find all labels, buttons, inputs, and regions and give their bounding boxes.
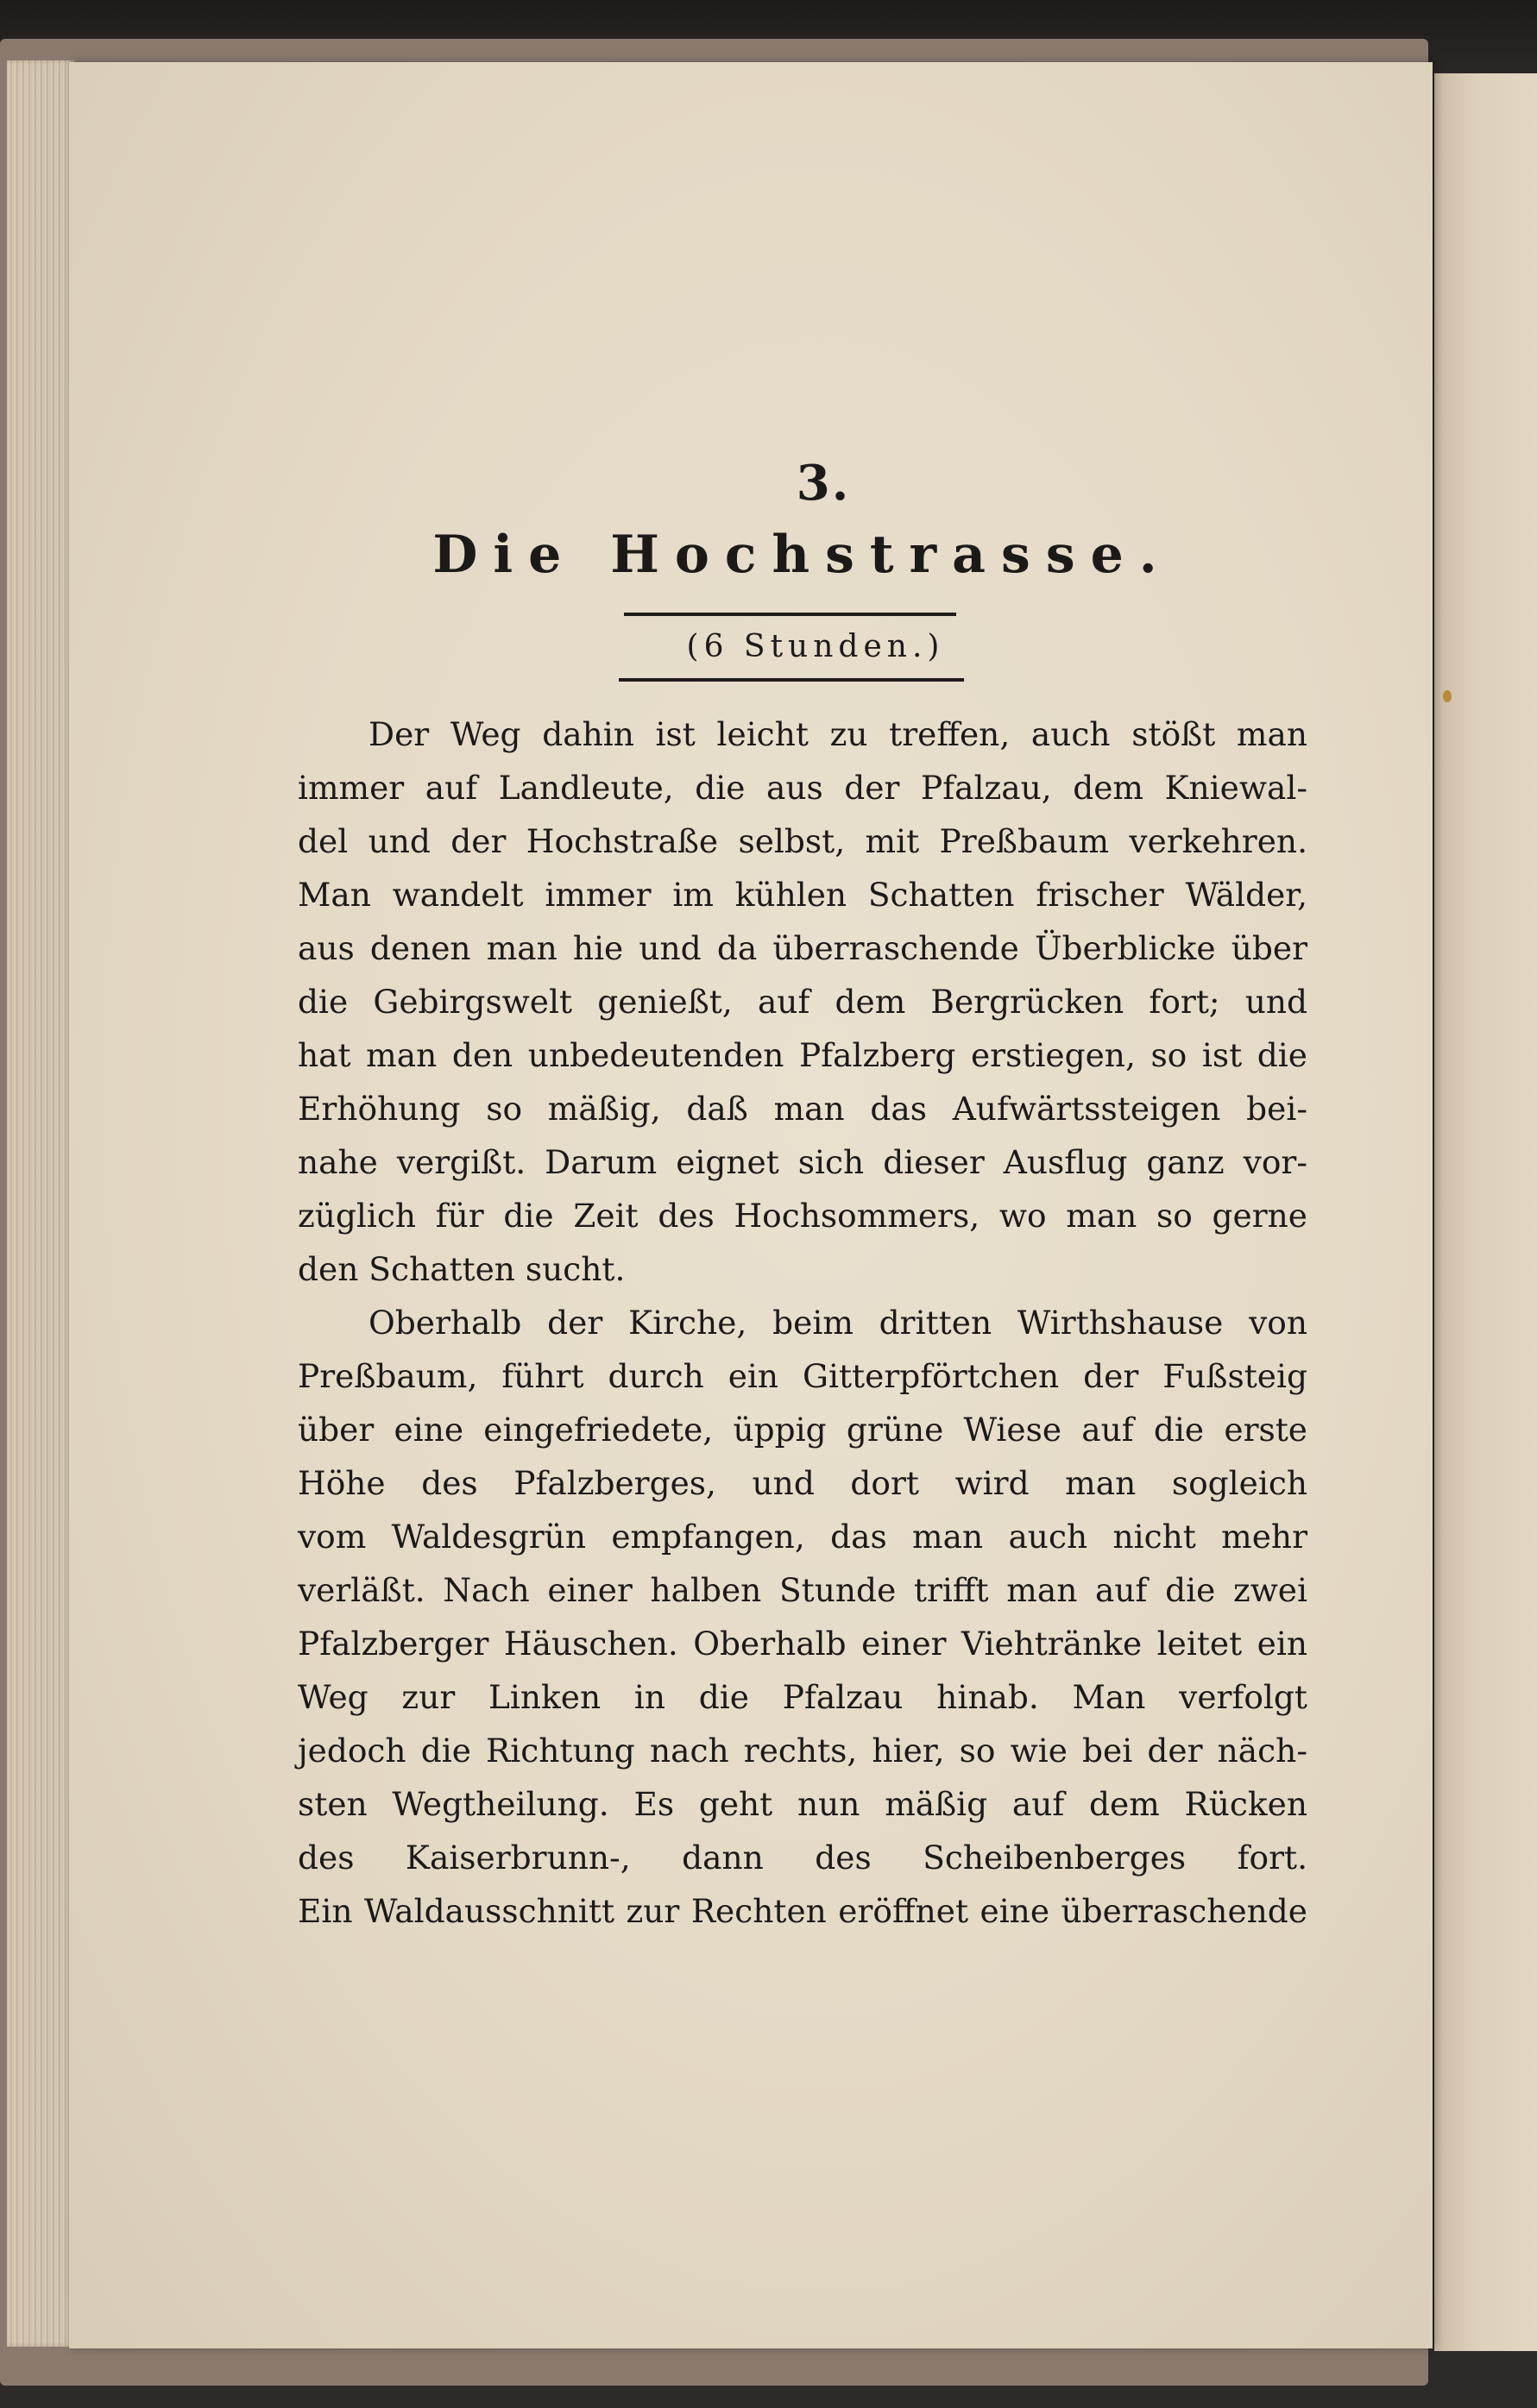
text-line: jedoch die Richtung nach rechts, hier, so wie bei der näch- bbox=[298, 1732, 1307, 1770]
divider-rule bbox=[619, 678, 964, 682]
text-line: Man wandelt immer im kühlen Schatten frischer Wälder, bbox=[298, 876, 1307, 914]
text-line: über eine eingefriedete, üppig grüne Wiese auf die erste bbox=[298, 1411, 1307, 1449]
text-line: immer auf Landleute, die aus der Pfalzau, dem Kniewal- bbox=[298, 769, 1307, 807]
paragraph bbox=[298, 707, 1307, 1296]
text-line: del und der Hochstraße selbst, mit Preßbaum verkehren. bbox=[298, 822, 1307, 860]
text-line: Höhe des Pfalzberges, und dort wird man sogleich bbox=[298, 1464, 1307, 1502]
text-line: aus denen man hie und da überraschende Überblicke über bbox=[298, 929, 1307, 967]
divider-rule bbox=[624, 613, 956, 616]
page-content bbox=[298, 449, 1307, 1938]
chapter-title: Die Hochstrasse. bbox=[432, 525, 1173, 585]
text-line: vom Waldesgrün empfangen, das man auch nicht mehr bbox=[298, 1518, 1307, 1556]
text-line: nahe vergißt. Darum eignet sich dieser Ausflug ganz vor- bbox=[298, 1143, 1307, 1181]
paragraph bbox=[298, 1296, 1307, 1938]
chapter-number: 3. bbox=[796, 455, 851, 512]
text-line: hat man den unbedeutenden Pfalzberg erstiegen, so ist die bbox=[298, 1036, 1307, 1074]
text-line: Preßbaum, führt durch ein Gitterpförtchen der Fußsteig bbox=[298, 1357, 1307, 1395]
text-line: Erhöhung so mäßig, daß man das Aufwärtssteigen bei- bbox=[298, 1090, 1307, 1128]
right-page-edge bbox=[1434, 73, 1537, 2351]
text-line: verläßt. Nach einer halben Stunde trifft man auf die zwei bbox=[298, 1571, 1307, 1609]
chapter-duration: (6 Stunden.) bbox=[686, 629, 945, 664]
text-line: Pfalzberger Häuschen. Oberhalb einer Viehtränke leitet ein bbox=[298, 1625, 1307, 1663]
text-line: züglich für die Zeit des Hochsommers, wo man so gerne bbox=[298, 1197, 1307, 1235]
left-page-stack bbox=[7, 60, 74, 2347]
text-line: die Gebirgswelt genießt, auf dem Bergrücken fort; und bbox=[298, 983, 1307, 1021]
text-line: den Schatten sucht. bbox=[298, 1250, 626, 1288]
text-line: Weg zur Linken in die Pfalzau hinab. Man verfolgt bbox=[298, 1678, 1307, 1716]
text-line: Ein Waldausschnitt zur Rechten eröffnet eine überraschende bbox=[298, 1892, 1307, 1930]
text-line: des Kaiserbrunn-, dann des Scheibenberges fort. bbox=[298, 1839, 1307, 1877]
paper-stain bbox=[1443, 690, 1452, 702]
text-line: Der Weg dahin ist leicht zu treffen, auch stößt man bbox=[369, 715, 1307, 753]
text-line: Oberhalb der Kirche, beim dritten Wirthshause von bbox=[369, 1304, 1307, 1342]
text-line: sten Wegtheilung. Es geht nun mäßig auf dem Rücken bbox=[298, 1785, 1307, 1823]
body-text bbox=[298, 707, 1307, 1938]
